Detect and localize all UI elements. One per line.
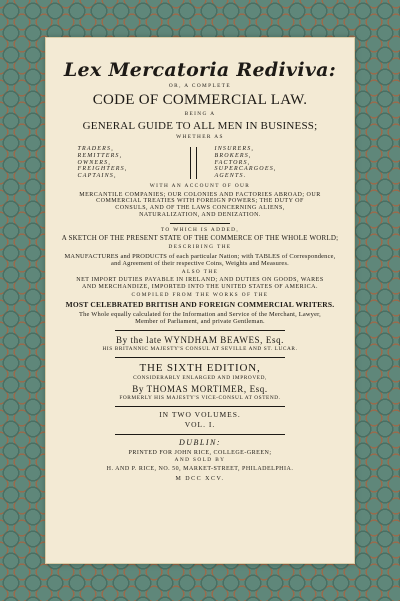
author-line: By the late WYNDHAM BEAWES, Esq. (115, 334, 285, 345)
left-column-item: FREIGHTERS, (77, 166, 128, 173)
calculated-line: The Whole equally calculated for the Information and Service of the Merchant, Lawyer, (79, 311, 321, 319)
edition-line: THE SIXTH EDITION, (139, 361, 261, 374)
right-column-item: FACTORS, (214, 159, 251, 166)
divider-rule (115, 357, 285, 358)
duties-line: NET IMPORT DUTIES PAYABLE IN IRELAND; AND DUTIES ON GOODS, WARES (76, 277, 324, 284)
right-column-item: SUPERCARGOES, (214, 166, 277, 173)
divider-rule (115, 434, 285, 435)
printed-line: PRINTED FOR JOHN RICE, COLLEGE-GREEN; (128, 449, 272, 456)
left-column (78, 146, 186, 180)
left-column-item: CAPTAINS, (77, 173, 117, 180)
describing-the: DESCRIBING THE (168, 244, 232, 251)
account-line: NATURALIZATION, AND DENIZATION. (139, 211, 261, 218)
title-page (46, 38, 354, 563)
account-line: CONSULS, AND OF THE LAWS CONCERNING ALIENS, (115, 205, 285, 212)
calculated-line: Member of Parliament, and private Gentleman. (135, 318, 265, 326)
sold-by: AND SOLD BY (174, 457, 226, 464)
right-column-item: INSURERS, (214, 146, 255, 153)
right-column (201, 146, 323, 180)
compiled-from: COMPILED FROM THE WORKS OF THE (131, 291, 269, 298)
subtitle-or: OR, A COMPLETE (168, 83, 232, 90)
guide-line: GENERAL GUIDE TO ALL MEN IN BUSINESS; (82, 119, 318, 132)
left-column-item: TRADERS, (77, 146, 114, 153)
divider-rule (115, 330, 285, 331)
left-column-item: OWNERS, (77, 159, 112, 166)
volumes-line: IN TWO VOLUMES. (159, 409, 241, 419)
manufactures-line: MANUFACTURES and PRODUCTS of each particular Nation; with TABLES of Correspondence, (64, 253, 336, 261)
right-column-item: AGENTS. (214, 173, 247, 180)
sketch-line: A SKETCH OF THE PRESENT STATE OF THE COMMERCE OF THE WHOLE WORLD; (61, 234, 339, 243)
editor-line: By THOMAS MORTIMER, Esq. (132, 383, 268, 394)
left-column-item: REMITTERS, (77, 152, 123, 159)
being-a: BEING A (184, 110, 216, 117)
right-column-item: BROKERS, (214, 152, 252, 159)
occupation-columns (58, 146, 342, 180)
writers-line: MOST CELEBRATED BRITISH AND FOREIGN COMMERCIAL WRITERS. (65, 299, 335, 309)
vol-line: VOL. I. (184, 420, 216, 430)
with-account: WITH AN ACCOUNT OF OUR (149, 182, 251, 189)
account-line: COMMERCIAL TREATIES WITH FOREIGN POWERS; THE DUTY OF (96, 198, 304, 205)
whether-as: WHETHER AS (176, 134, 224, 141)
author-post: HIS BRITANNIC MAJESTY'S CONSUL AT SEVILLE AND ST. LUCAR. (102, 345, 298, 352)
book-title: Lex Mercatoria Rediviva: (63, 59, 337, 81)
subtitle-main: CODE OF COMMERCIAL LAW. (92, 92, 308, 109)
account-line: MERCANTILE COMPANIES; OUR COLONIES AND FACTORIES ABROAD; OUR (79, 191, 321, 198)
place-line: DUBLIN: (178, 437, 222, 447)
enlarged-line: CONSIDERABLY ENLARGED AND IMPROVED, (133, 374, 267, 381)
sold-by-name: H. AND P. RICE, NO. 50, MARKET-STREET, PHILADELPHIA. (106, 466, 294, 473)
editor-post: FORMERLY HIS MAJESTY'S VICE-CONSUL AT OSTEND. (119, 394, 281, 401)
to-which-is-added: TO WHICH IS ADDED, (160, 226, 240, 233)
date-line: M DCC XCV. (175, 475, 225, 482)
divider-rule (115, 406, 285, 407)
duties-line: AND MERCHANDIZE, IMPORTED INTO THE UNITED STATES OF AMERICA. (82, 284, 318, 291)
divider-rule (170, 223, 230, 224)
column-divider (190, 147, 197, 179)
also-the: ALSO THE (181, 268, 219, 275)
manufactures-line: and Agreement of their respective Coins, Weights and Measures. (111, 260, 289, 268)
